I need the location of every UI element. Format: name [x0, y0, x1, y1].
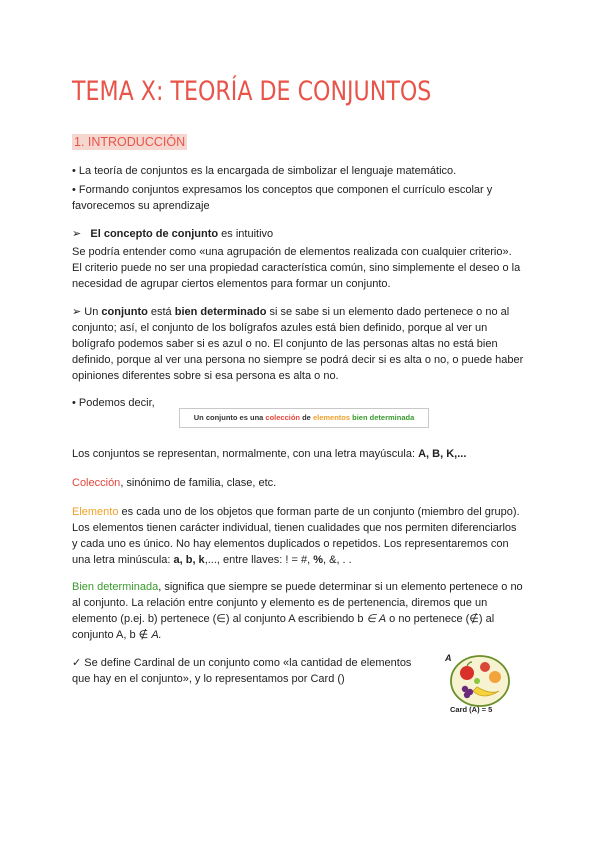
elemento-line-2: Los elementos tienen carácter individual, tienen cualidades que nos permiten diferenciarlos	[72, 522, 517, 534]
elem-l4e: , &, . .	[323, 554, 352, 566]
elemento-line-4	[72, 553, 532, 569]
bien-l4b: A.	[151, 629, 162, 641]
cardinal-line-1: ✓ Se define Cardinal de un conjunto como «la cantidad de elementos	[72, 657, 412, 669]
elemento-line-3: y cada uno es único. No hay elementos duplicados o repetidos. Los representaremos con	[72, 538, 509, 550]
box-coleccion: colección	[265, 413, 301, 422]
strawberry-icon	[480, 662, 490, 672]
bullet-2-line-1: • Formando conjuntos expresamos los conceptos que componen el currículo escolar y	[72, 184, 493, 196]
box-text-1: Un conjunto es una	[193, 413, 266, 422]
cardinal-line-2: que hay en el conjunto», y lo representamos por Card ()	[72, 673, 345, 685]
concepto-line-2: El criterio puede no ser una propiedad característica común, sino simplemente el deseo o la	[72, 262, 521, 274]
det-arrow: ➢ Un	[72, 306, 102, 318]
elem-l4b: a, b, k	[173, 554, 205, 566]
elem-l4a: una letra minúscula:	[72, 554, 174, 566]
pear-icon	[474, 678, 480, 684]
box-elementos: elementos	[312, 413, 351, 422]
bien-line-3	[72, 612, 532, 628]
bien-line-2: al conjunto. La relación entre conjunto y elemento es de pertenencia, diremos que un	[72, 597, 488, 609]
arrow-bullet: ➢	[72, 228, 82, 240]
page-title: TEMA X: TEORÍA DE CONJUNTOS	[72, 76, 432, 107]
bien-l3c: o no pertenece (∉) al	[386, 613, 495, 625]
elem-l4c: ,..., entre llaves: ! = #,	[204, 554, 314, 566]
coleccion-rest: , sinónimo de familia, clase, etc.	[120, 477, 277, 489]
determinado-line-4: definido, porque al ver una persona no siempre se podrá decir si es alta o no, o puede haber	[72, 354, 524, 366]
bullet-2-line-2: favorecemos su aprendizaje	[72, 200, 210, 212]
concepto-rest: es intuitivo	[218, 228, 274, 240]
bien-l3b: ∈ A	[366, 613, 387, 625]
bien-line-1	[72, 580, 532, 596]
representan-text: Los conjuntos se representan, normalmente, con una letra mayúscula:	[72, 448, 419, 460]
bien-line-4	[72, 628, 532, 644]
cardinal-caption: Card (A) = 5	[450, 705, 493, 714]
det-bold-1: conjunto	[101, 306, 148, 318]
bullet-1: • La teoría de conjuntos es la encargada de simbolizar el lenguaje matemático.	[72, 165, 457, 177]
podemos-decir: • Podemos decir,	[72, 397, 155, 409]
concepto-line-1: Se podría entender como «una agrupación de elementos realizada con cualquier criterio».	[72, 246, 512, 258]
elemento-line-1	[72, 505, 532, 521]
concepto-bold: El concepto de conjunto	[90, 228, 219, 240]
elemento-rest: es cada uno de los objetos que forman parte de un conjunto (miembro del grupo).	[118, 506, 520, 518]
coleccion-definition	[72, 476, 532, 492]
apple-icon	[460, 666, 474, 680]
bien-term: Bien determinada	[72, 581, 159, 593]
bien-l3a: elemento (p.ej. b) pertenece (∈) al conjunto A escribiendo b	[72, 613, 367, 625]
coleccion-term: Colección	[72, 477, 121, 489]
fruit-set-illustration	[443, 651, 513, 709]
concepto-heading	[72, 227, 532, 243]
determinado-line-2: conjunto; así, el conjunto de los bolígrafos azules está bien definido, porque al ver un	[72, 322, 488, 334]
elem-l4d: %	[313, 554, 323, 566]
orange-icon	[489, 671, 501, 683]
bien-rest: , significa que siempre se puede determinar si un elemento pertenece o no	[158, 581, 523, 593]
box-text-2: de	[300, 413, 313, 422]
determinado-line-3: bolígrafo podemos saber si es azul o no. El conjunto de las personas altas no está bien	[72, 338, 498, 350]
elemento-term: Elemento	[72, 506, 119, 518]
determinado-line-5: opiniones diferentes sobre si esa persona es alta o no.	[72, 370, 339, 382]
bien-l4a: conjunto A, b ∉	[72, 629, 152, 641]
representan-line	[72, 447, 532, 463]
representan-bold: A, B, K,...	[418, 448, 467, 460]
section-heading: 1. INTRODUCCIÓN	[74, 135, 186, 149]
box-bien-determinada: bien determinada	[352, 413, 415, 422]
det-mid: está	[147, 306, 175, 318]
det-rest: si se sabe si un elemento dado pertenece o no al	[266, 306, 510, 318]
concepto-line-3: necesidad de agrupar ciertos elementos para formar un conjunto.	[72, 278, 391, 290]
definition-box	[179, 408, 429, 428]
determinado-line-1	[72, 305, 532, 321]
venn-label: A	[445, 653, 452, 663]
det-bold-2: bien determinado	[174, 306, 267, 318]
